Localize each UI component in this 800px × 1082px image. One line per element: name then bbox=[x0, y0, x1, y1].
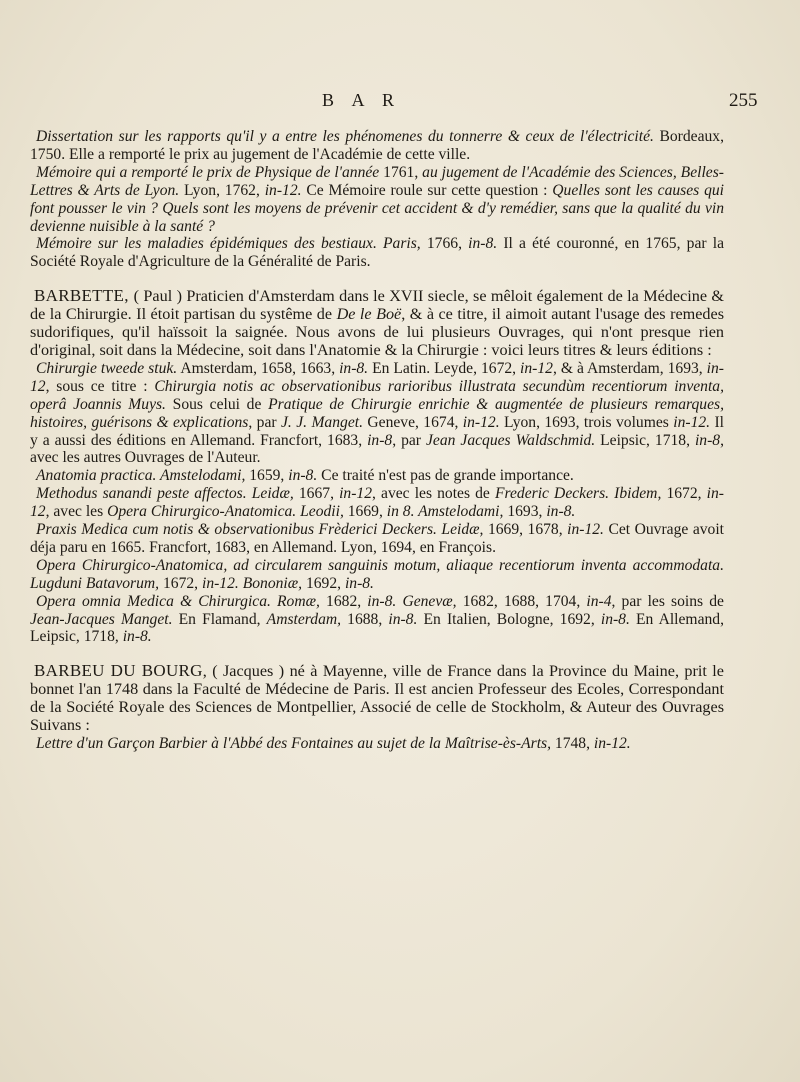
italic-text: in-12 bbox=[30, 485, 724, 521]
bibliography-item bbox=[30, 128, 724, 164]
italic-text: in-8. Genevæ, bbox=[367, 592, 457, 610]
text-run: , par bbox=[248, 413, 281, 431]
text-run: 1688, bbox=[341, 610, 389, 628]
body-text bbox=[30, 128, 724, 753]
entry-name: BARBEU DU BOURG bbox=[34, 661, 203, 681]
text-run: 1766, bbox=[420, 235, 469, 253]
text-run: 1659, bbox=[245, 467, 289, 485]
italic-text: Opera Chirurgico-Anatomica. Leodii, bbox=[107, 503, 344, 521]
italic-text: De le Boë bbox=[336, 305, 402, 324]
text-run: Ce Mémoire roule sur cette question : bbox=[301, 181, 553, 199]
bibliography-item bbox=[30, 485, 724, 521]
italic-text: Jean Jacques Waldschmid. bbox=[425, 431, 596, 449]
text-run: En Flamand, bbox=[172, 610, 267, 628]
italic-text: Opera Chirurgico-Anatomica, ad circularem sanguinis motum, aliaque recentiorum inventa accommodata. Lugduni Batavorum, bbox=[30, 556, 724, 592]
text-run: 1761, bbox=[379, 163, 423, 181]
italic-text: in-8. bbox=[288, 467, 318, 485]
italic-text: Dissertation sur les rapports qu'il y a entre les phénomenes du tonnerre & ceux de l'électricité. bbox=[36, 128, 654, 145]
text-run: 1669, bbox=[343, 503, 387, 521]
text-run: , ( Jacques ) né à Mayenne, ville de France dans la Province du Maine, prit le bonnet l'an 1748 dans la Faculté de Médecine de Paris. Il est ancien Professeur des Ecoles, Correspondant de la Société Royale des Sciences de Montpellier, Associé de celle de Stockholm, & Auteur des Ouvrages Suivans : bbox=[30, 662, 724, 735]
text-run: 1682, bbox=[319, 592, 368, 610]
italic-text: in-12. Bononiæ, bbox=[201, 574, 303, 592]
italic-text: Praxis Medica cum notis & observationibus Frèderici Deckers. Leidæ, bbox=[36, 521, 484, 539]
text-run: , avec les bbox=[45, 503, 108, 521]
bibliography-item bbox=[30, 467, 724, 485]
italic-text: in-12. bbox=[593, 735, 631, 752]
text-run: 1693, bbox=[503, 503, 547, 521]
text-run: 1672, bbox=[661, 485, 707, 503]
text-run: Amsterdam, 1658, 1663, bbox=[177, 359, 340, 377]
text-run: Il y a aussi des éditions en Allemand. Francfort, 1683, bbox=[30, 413, 725, 449]
page-header bbox=[0, 90, 800, 114]
italic-text: in-12 bbox=[339, 485, 373, 503]
italic-text: in-12 bbox=[520, 359, 553, 377]
biographical-entry bbox=[30, 662, 724, 735]
text-run: 1692, bbox=[302, 574, 345, 592]
italic-text: in-8 bbox=[694, 431, 721, 449]
italic-text: J. J. Manget. bbox=[281, 413, 363, 431]
text-run: , & à Amsterdam, 1693, bbox=[552, 359, 707, 377]
text-run: , avec les autres Ouvrages de l'Auteur. bbox=[30, 431, 724, 467]
italic-text: Mémoire sur les maladies épidémiques des bestiaux. Paris, bbox=[36, 235, 421, 253]
text-run: , avec les notes de bbox=[372, 485, 495, 503]
text-run: , par bbox=[392, 431, 426, 449]
text-run: 1748, bbox=[551, 735, 594, 752]
running-head: B A R bbox=[322, 90, 402, 110]
italic-text: Amsterdam, bbox=[266, 610, 342, 628]
bibliography-item bbox=[30, 557, 724, 593]
text-run: 1682, 1688, 1704, bbox=[456, 592, 587, 610]
italic-text: Chirurgia notis ac observationibus rarioribus illustrata secundùm recentiorum inventa, operâ Joannis Muys. bbox=[30, 377, 724, 413]
italic-text: Anatomia practica. Amstelodami, bbox=[36, 467, 246, 485]
italic-text: Lettre d'un Garçon Barbier à l'Abbé des Fontaines au sujet de la Maîtrise-ès-Arts, bbox=[36, 735, 551, 752]
text-run: , & à ce titre, il aimoit autant l'usage des remedes sudorifiques, qu'il haïssoit la saignée. Nous avons de lui plusieurs Ouvrages, qui n'ont presque rien d'original, soit dans la Médecine, soit dans l'Anatomie & la Chirurgie : voici leurs titres & leurs éditions : bbox=[30, 305, 724, 359]
italic-text: in-8. bbox=[600, 610, 630, 628]
italic-text: in-12. bbox=[567, 521, 604, 539]
bibliography-item bbox=[30, 164, 724, 236]
bibliography-item bbox=[30, 593, 724, 647]
text-run: Lyon, 1762, bbox=[179, 181, 265, 199]
text-run: En Italien, Bologne, 1692, bbox=[417, 610, 601, 628]
text-run: Sous celui de bbox=[165, 395, 269, 413]
text-run: 1667, bbox=[293, 485, 340, 503]
italic-text: Jean-Jacques Manget. bbox=[30, 610, 173, 628]
italic-text: in-8 bbox=[367, 431, 393, 449]
text-run: Ce traité n'est pas de grande importance. bbox=[317, 467, 574, 485]
text-run: ( Paul ) Praticien d'Amsterdam dans le XVII siecle, se mêloit également de la Médecine & de la Chirurgie. Il étoit partisan du systême de bbox=[30, 287, 724, 324]
italic-text: in-8. bbox=[546, 503, 576, 521]
italic-text: au jugement de l'Académie des Sciences, Belles-Lettres & Arts de Lyon. bbox=[30, 163, 724, 199]
text-run: Geneve, 1674, bbox=[362, 413, 463, 431]
italic-text: in-12. bbox=[673, 413, 711, 431]
biographical-entry bbox=[30, 287, 724, 360]
italic-text: Methodus sanandi peste affectos. Leidæ, bbox=[36, 485, 294, 503]
text-run: , par les soins de bbox=[611, 592, 724, 610]
italic-text: in-8. bbox=[388, 610, 418, 628]
italic-text: in-4 bbox=[586, 592, 612, 610]
italic-text: in-12. bbox=[264, 181, 302, 199]
text-run: 1672, bbox=[159, 574, 202, 592]
italic-text: Frederic Deckers. Ibidem, bbox=[494, 485, 662, 503]
text-run: Lyon, 1693, trois volumes bbox=[499, 413, 674, 431]
italic-text: in-8. bbox=[122, 628, 152, 646]
text-run: Cet Ouvrage avoit déja paru en 1665. Francfort, 1683, en Allemand. Lyon, 1694, en François. bbox=[30, 521, 724, 556]
italic-text: in-8. bbox=[339, 359, 369, 377]
italic-text: Pratique de Chirurgie enrichie & augmentée de plusieurs remarques, histoires, guérisons & explications bbox=[30, 395, 724, 431]
text-run: 1669, 1678, bbox=[483, 521, 568, 539]
text-run: Il a été couronné, en 1765, par la Société Royale d'Agriculture de la Généralité de Paris. bbox=[30, 235, 724, 271]
bibliography-item bbox=[30, 735, 724, 753]
italic-text: in 8. Amstelodami, bbox=[386, 503, 504, 521]
italic-text: in-12 bbox=[30, 359, 724, 395]
bibliography-item bbox=[30, 521, 724, 557]
bibliography-item bbox=[30, 235, 724, 271]
italic-text: Quelles sont les causes qui font pousser le vin ? Quels sont les moyens de prévenir cet accident & d'y remédier, sans que la qualité du vin devienne nuisible à la santé ? bbox=[30, 181, 724, 235]
italic-text: in-8. bbox=[468, 235, 498, 253]
text-run: En Latin. Leyde, 1672, bbox=[368, 359, 521, 377]
italic-text: Chirurgie tweede stuk. bbox=[36, 359, 178, 377]
entry-name: BARBETTE, bbox=[34, 286, 134, 306]
bibliography-item bbox=[30, 360, 724, 467]
italic-text: Opera omnia Medica & Chirurgica. Romæ, bbox=[36, 592, 320, 610]
text-run: Leipsic, 1718, bbox=[595, 431, 695, 449]
italic-text: in-8. bbox=[344, 574, 374, 592]
italic-text: Mémoire qui a remporté le prix de Physique de l'année bbox=[36, 163, 380, 181]
page-number: 255 bbox=[729, 90, 758, 111]
text-run: Bordeaux, 1750. Elle a remporté le prix au jugement de l'Académie de cette ville. bbox=[30, 128, 724, 163]
italic-text: in-12. bbox=[462, 413, 500, 431]
text-run: En Allemand, Leipsic, 1718, bbox=[30, 610, 724, 646]
text-run: , sous ce titre : bbox=[45, 377, 155, 395]
